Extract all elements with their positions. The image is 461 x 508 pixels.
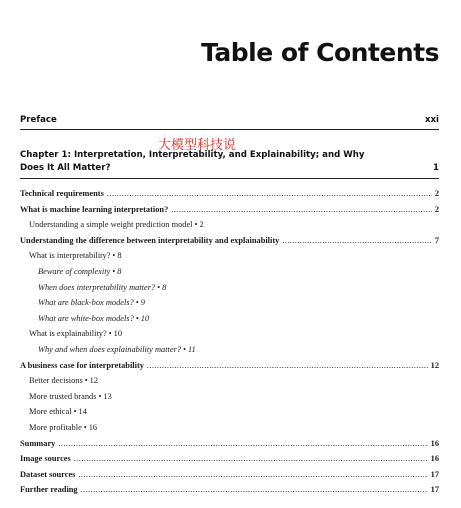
toc-entry-label: Better decisions: [29, 376, 83, 386]
toc-entry-page-number: 10: [140, 313, 150, 323]
toc-entry-label: Further reading: [20, 485, 78, 495]
toc-entry-page-number: 10: [113, 329, 122, 339]
dot-leader: [81, 482, 428, 498]
toc-entry-label: What is interpretability?: [29, 251, 111, 261]
toc-entry-label: More profitable: [29, 422, 82, 432]
preface-entry[interactable]: [20, 110, 439, 130]
toc-entry-label: What are black-box models?: [38, 298, 134, 308]
bullet-separator: •: [83, 422, 87, 432]
bullet-separator: •: [183, 344, 186, 354]
toc-entry[interactable]: [20, 420, 439, 436]
toc-entry-label: When does interpretability matter?: [38, 282, 156, 292]
chapter-1-heading[interactable]: [20, 148, 439, 179]
toc-entry-label: A business case for interpretability: [20, 360, 144, 370]
toc-entry-label: Beware of complexity: [38, 266, 111, 276]
toc-entry[interactable]: [20, 467, 439, 483]
toc-entry-label: Summary: [20, 438, 56, 448]
toc-entry-page-number: 16: [430, 438, 439, 448]
toc-entry-label: Dataset sources: [20, 469, 76, 479]
toc-entry-page-number: 2: [199, 220, 204, 230]
dot-leader: [147, 358, 428, 374]
toc-entry-label: Understanding a simple weight prediction model: [29, 220, 193, 230]
toc-entry-page-number: 8: [117, 251, 122, 261]
dot-leader: [78, 467, 427, 483]
bullet-separator: •: [157, 282, 161, 292]
toc-entry-page-number: 2: [434, 189, 439, 198]
toc-entry-label: What is machine learning interpretation?: [20, 204, 169, 214]
bullet-separator: •: [98, 391, 102, 401]
toc-entry[interactable]: [20, 373, 439, 389]
toc-entry[interactable]: [20, 233, 439, 249]
toc-entry-page-number: 17: [430, 469, 439, 479]
toc-entry-page-number: 16: [88, 422, 98, 432]
bullet-separator: •: [73, 407, 77, 417]
toc-entry[interactable]: [20, 280, 439, 296]
bullet-separator: •: [84, 376, 88, 386]
toc-entry[interactable]: [20, 342, 439, 358]
toc-entry-page-number: 17: [430, 485, 439, 495]
toc-entry-page-number: 9: [140, 298, 145, 308]
toc-entry-page-number: 2: [434, 204, 439, 214]
toc-entry[interactable]: [20, 404, 439, 420]
bullet-separator: •: [112, 266, 116, 276]
toc-entry-page-number: 8: [117, 266, 122, 276]
toc-entry[interactable]: [20, 326, 439, 342]
preface-label: Preface: [20, 115, 57, 125]
toc-entry[interactable]: [20, 482, 439, 498]
bullet-separator: •: [135, 298, 139, 308]
toc-entry-label: More trusted brands: [29, 391, 97, 401]
toc-entry-label: Image sources: [20, 454, 71, 464]
toc-entry-label: What is explainability?: [29, 329, 107, 339]
toc-entry-page-number: 11: [187, 344, 196, 354]
toc-entry[interactable]: [20, 451, 439, 467]
toc-entry[interactable]: [20, 264, 439, 280]
toc-entry[interactable]: [20, 436, 439, 452]
toc-entry-page-number: 12: [430, 360, 439, 370]
toc-entry-label: Understanding the difference between interpretability and explainability: [20, 235, 280, 245]
toc-entry-page-number: 8: [162, 282, 167, 292]
toc-entry[interactable]: [20, 217, 439, 233]
toc-entry-label: What are white-box models?: [38, 313, 134, 323]
toc-entry[interactable]: [20, 186, 439, 202]
dot-leader: [171, 202, 432, 218]
toc-entry[interactable]: [20, 311, 439, 327]
dot-leader: [58, 436, 427, 452]
toc-entry-label: Technical requirements: [20, 189, 104, 198]
chapter-title: Chapter 1: Interpretation, Interpretability, and Explainability; and Why Does It All Matter?: [20, 150, 365, 173]
toc-entry-page-number: 7: [434, 235, 439, 245]
toc-entry-page-number: 14: [78, 407, 87, 417]
toc-entry[interactable]: [20, 295, 439, 311]
toc-entry-page-number: 12: [89, 376, 99, 386]
page-title: Table of Contents: [201, 38, 439, 67]
bullet-separator: •: [112, 251, 116, 261]
chapter-page-number: 1: [433, 163, 439, 173]
toc-entry[interactable]: [20, 248, 439, 264]
toc-entry-label: Why and when does explainability matter?: [38, 344, 182, 354]
bullet-separator: •: [108, 329, 112, 339]
watermark-text: 大模型科技说: [158, 138, 237, 153]
toc-entry-page-number: 16: [430, 454, 439, 464]
bullet-separator: •: [194, 220, 198, 230]
toc-entry-label: More ethical: [29, 407, 72, 417]
dot-leader: [282, 233, 431, 249]
dot-leader: [107, 186, 432, 202]
dot-leader: [74, 451, 428, 467]
toc-entry[interactable]: [20, 358, 439, 374]
bullet-separator: •: [135, 313, 139, 323]
toc-entry-page-number: 13: [103, 391, 112, 401]
toc-entry-list: [20, 186, 439, 498]
toc-entry[interactable]: [20, 389, 439, 405]
preface-page-number: xxi: [424, 115, 439, 125]
toc-entry[interactable]: [20, 202, 439, 218]
